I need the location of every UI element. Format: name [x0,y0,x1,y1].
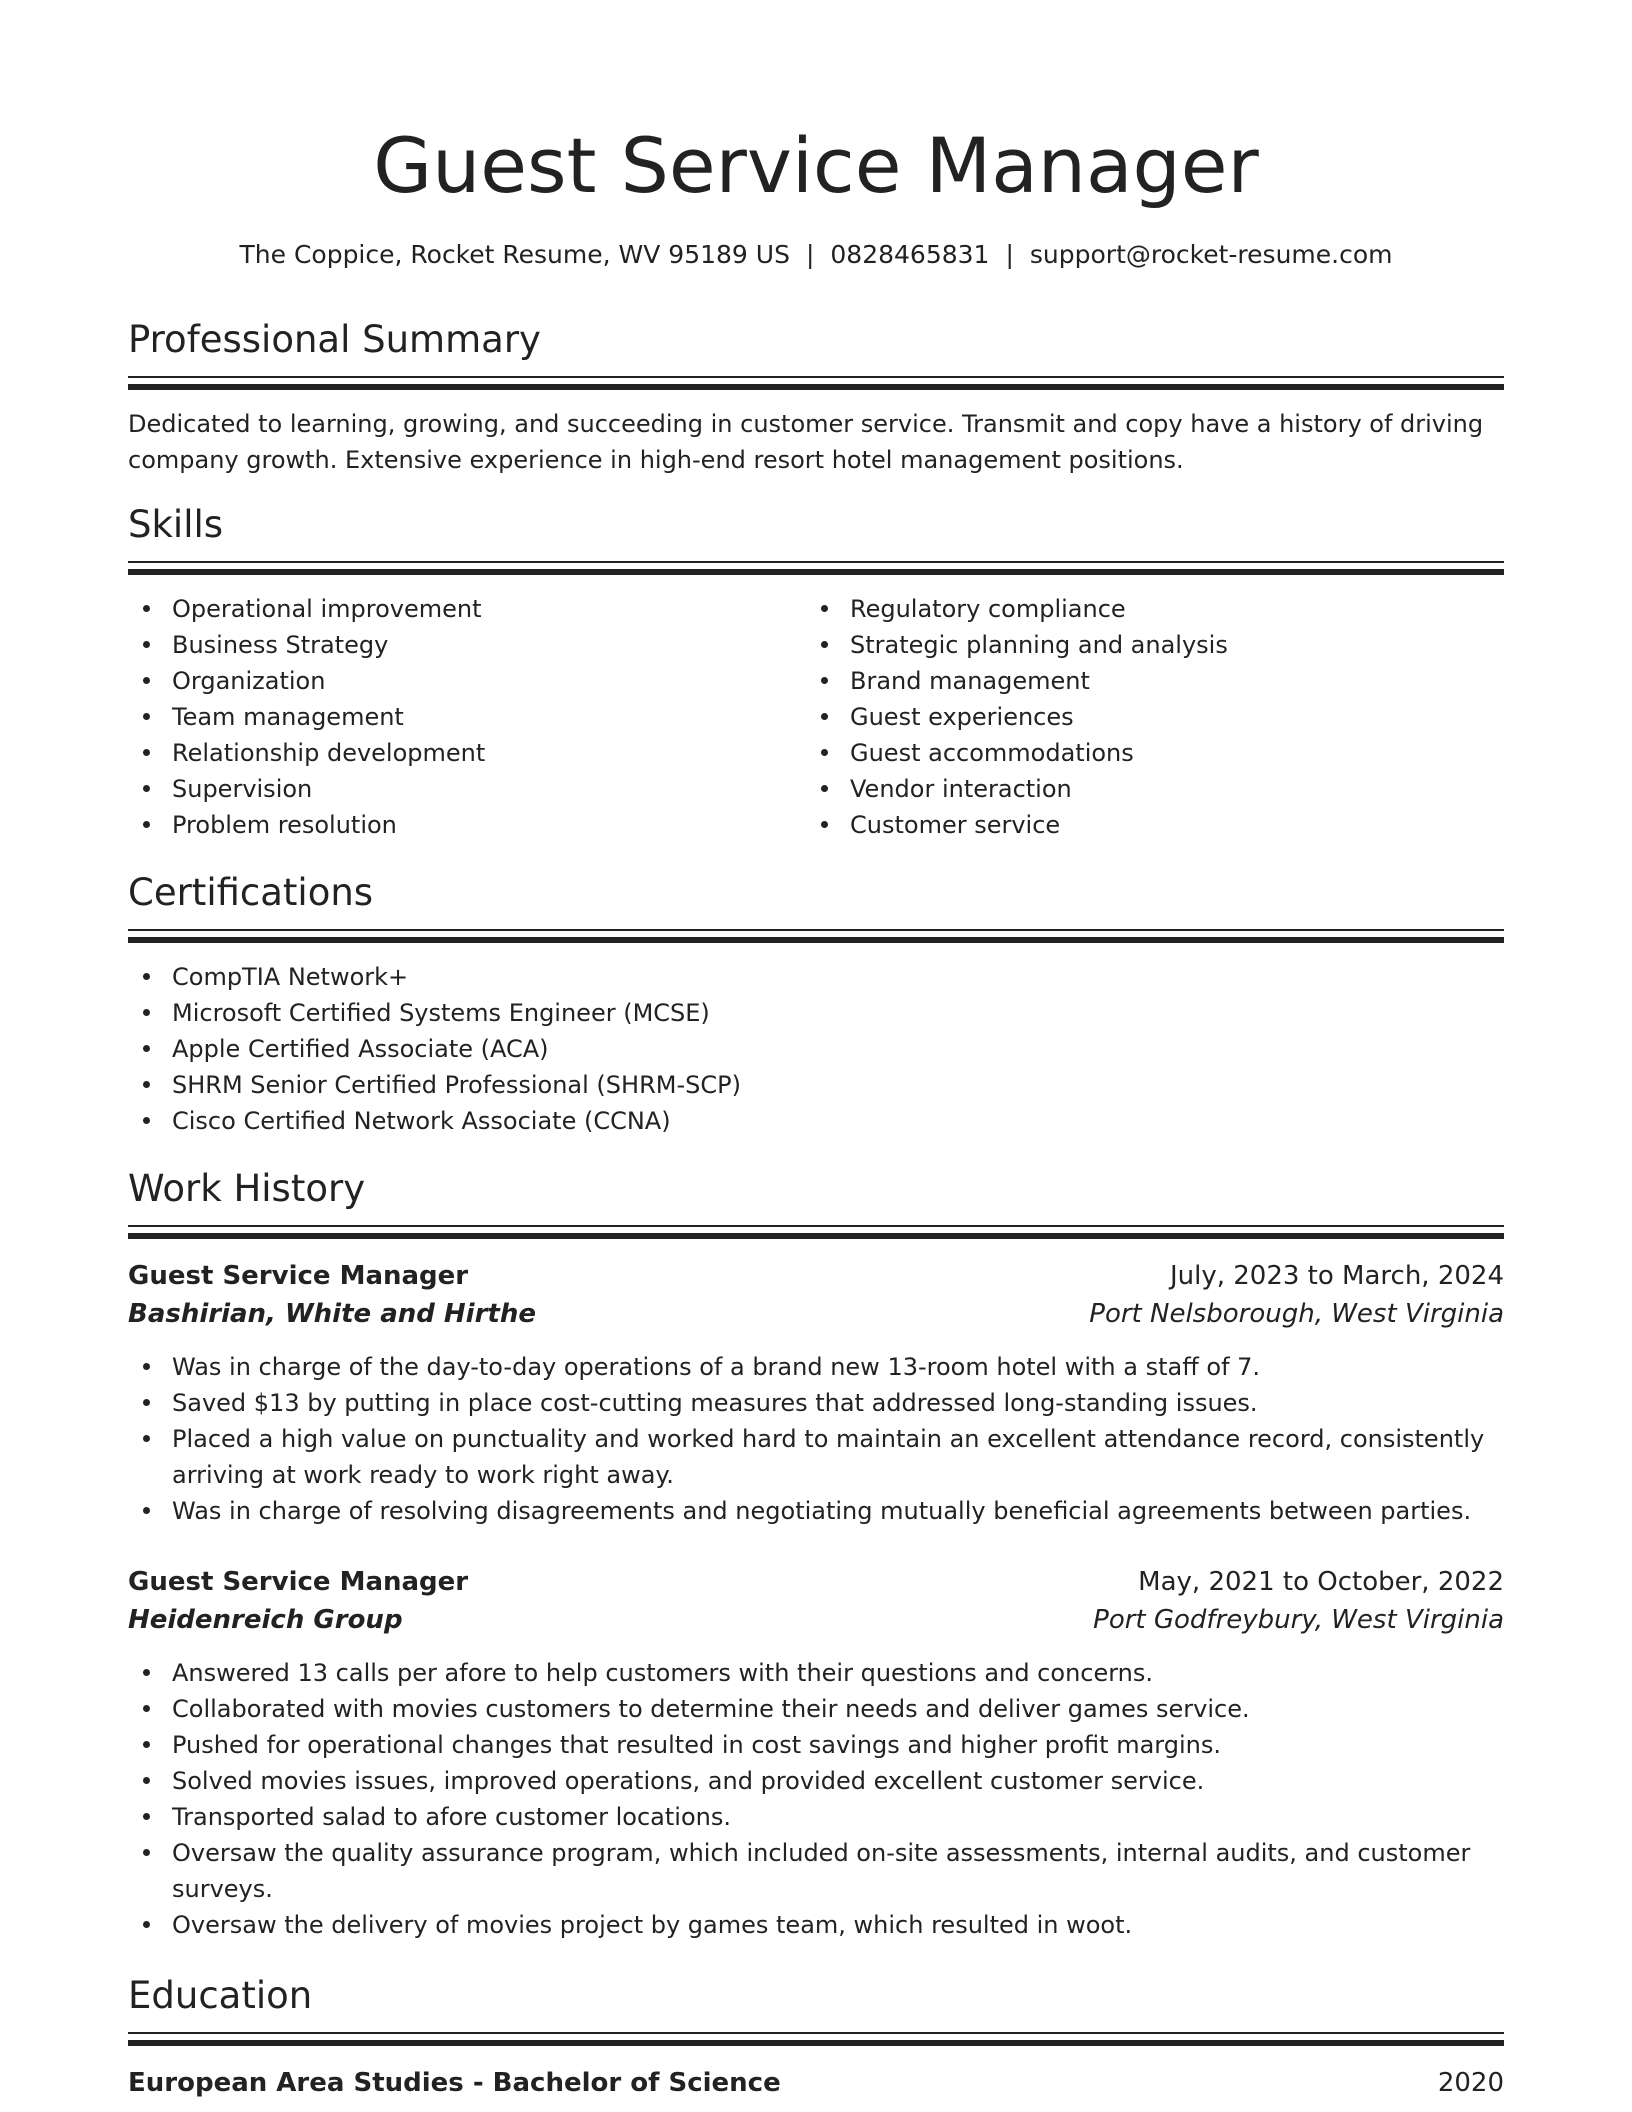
list-item: Organization [128,663,808,699]
list-item: Pushed for operational changes that resulted in cost savings and higher profit margins. [128,1727,1504,1763]
list-item: Guest experiences [806,699,1486,735]
list-item: Oversaw the delivery of movies project by games team, which resulted in woot. [128,1907,1504,1943]
list-item [128,1835,1504,1907]
skills-section [128,501,1504,839]
section-divider [128,929,1504,931]
list-item: Team management [128,699,808,735]
job-title: Guest Service Manager [128,1261,469,1291]
list-item: Business Strategy [128,627,808,663]
section-divider [128,2040,1504,2046]
section-divider [128,937,1504,943]
job-subheader [128,1601,1504,1641]
job-bullets [128,1655,1504,1943]
skills-list-right [806,591,1486,843]
bullet-line: surveys. [172,1875,273,1903]
job-header [128,1563,1504,1601]
job-bullets [128,1349,1504,1529]
list-item: Brand management [806,663,1486,699]
candidate-name: Guest Service Manager [373,121,1259,210]
job-subheader [128,1295,1504,1335]
summary-section [128,316,1504,474]
section-title-education: Education [128,1974,313,2017]
summary-line: Dedicated to learning, growing, and succeeding in customer service. Transmit and copy have a history of driving [128,410,1484,438]
bullet-line: Placed a high value on punctuality and worked hard to maintain an excellent attendance record, consistently [172,1425,1485,1453]
list-item: Collaborated with movies customers to determine their needs and deliver games service. [128,1691,1504,1727]
certifications-section [128,869,1504,1135]
job-location: Port Nelsborough, West Virginia [1089,1299,1504,1329]
job-company: Bashirian, White and Hirthe [128,1299,536,1329]
list-item: Customer service [806,807,1486,843]
job-header [128,1257,1504,1295]
job-company: Heidenreich Group [128,1605,403,1635]
section-divider [128,376,1504,378]
list-item: CompTIA Network+ [128,959,1504,995]
list-item: Apple Certified Associate (ACA) [128,1031,1504,1067]
section-title-summary: Professional Summary [128,318,541,361]
section-divider [128,384,1504,390]
list-item: Transported salad to afore customer locations. [128,1799,1504,1835]
contact-separator: | [805,240,815,269]
contact-line [128,238,1504,272]
list-item: Guest accommodations [806,735,1486,771]
list-item: Was in charge of the day-to-day operations of a brand new 13-room hotel with a staff of 7. [128,1349,1504,1385]
job-entry [128,1563,1504,1943]
education-entry [128,2064,1504,2102]
bullet-line: arriving at work ready to work right away. [172,1461,674,1489]
list-item: Was in charge of resolving disagreements and negotiating mutually beneficial agreements between parties. [128,1493,1504,1529]
section-divider [128,561,1504,563]
summary-line: company growth. Extensive experience in high-end resort hotel management positions. [128,446,1184,474]
list-item: Microsoft Certified Systems Engineer (MCSE) [128,995,1504,1031]
job-dates: July, 2023 to March, 2024 [1169,1261,1504,1291]
list-item: Regulatory compliance [806,591,1486,627]
section-title-skills: Skills [128,503,224,546]
section-divider [128,569,1504,575]
list-item: Strategic planning and analysis [806,627,1486,663]
education-year: 2020 [1437,2068,1504,2098]
list-item: Relationship development [128,735,808,771]
work-history-section [128,1165,1504,1939]
contact-phone: 0828465831 [830,240,990,269]
list-item [128,1421,1504,1493]
job-title: Guest Service Manager [128,1567,469,1597]
section-divider [128,1233,1504,1239]
contact-email[interactable]: support@rocket-resume.com [1029,240,1393,269]
section-divider [128,2032,1504,2034]
contact-address: The Coppice, Rocket Resume, WV 95189 US [239,240,790,269]
job-dates: May, 2021 to October, 2022 [1138,1567,1504,1597]
list-item: Answered 13 calls per afore to help customers with their questions and concerns. [128,1655,1504,1691]
list-item: Problem resolution [128,807,808,843]
list-item: SHRM Senior Certified Professional (SHRM-SCP) [128,1067,1504,1103]
list-item: Saved $13 by putting in place cost-cutting measures that addressed long-standing issues. [128,1385,1504,1421]
section-divider [128,1225,1504,1227]
list-item: Operational improvement [128,591,808,627]
list-item: Supervision [128,771,808,807]
section-title-certifications: Certifications [128,871,374,914]
list-item: Vendor interaction [806,771,1486,807]
education-section [128,1972,1504,2098]
list-item: Cisco Certified Network Associate (CCNA) [128,1103,1504,1139]
job-location: Port Godfreybury, West Virginia [1093,1605,1504,1635]
skills-list-left [128,591,808,843]
education-degree: European Area Studies - Bachelor of Science [128,2068,781,2098]
job-entry [128,1257,1504,1529]
certifications-list [128,959,1504,1139]
section-title-work: Work History [128,1167,366,1210]
contact-separator: | [1005,240,1014,269]
bullet-line: Oversaw the quality assurance program, which included on-site assessments, internal audits, and customer [172,1839,1471,1867]
list-item: Solved movies issues, improved operations, and provided excellent customer service. [128,1763,1504,1799]
